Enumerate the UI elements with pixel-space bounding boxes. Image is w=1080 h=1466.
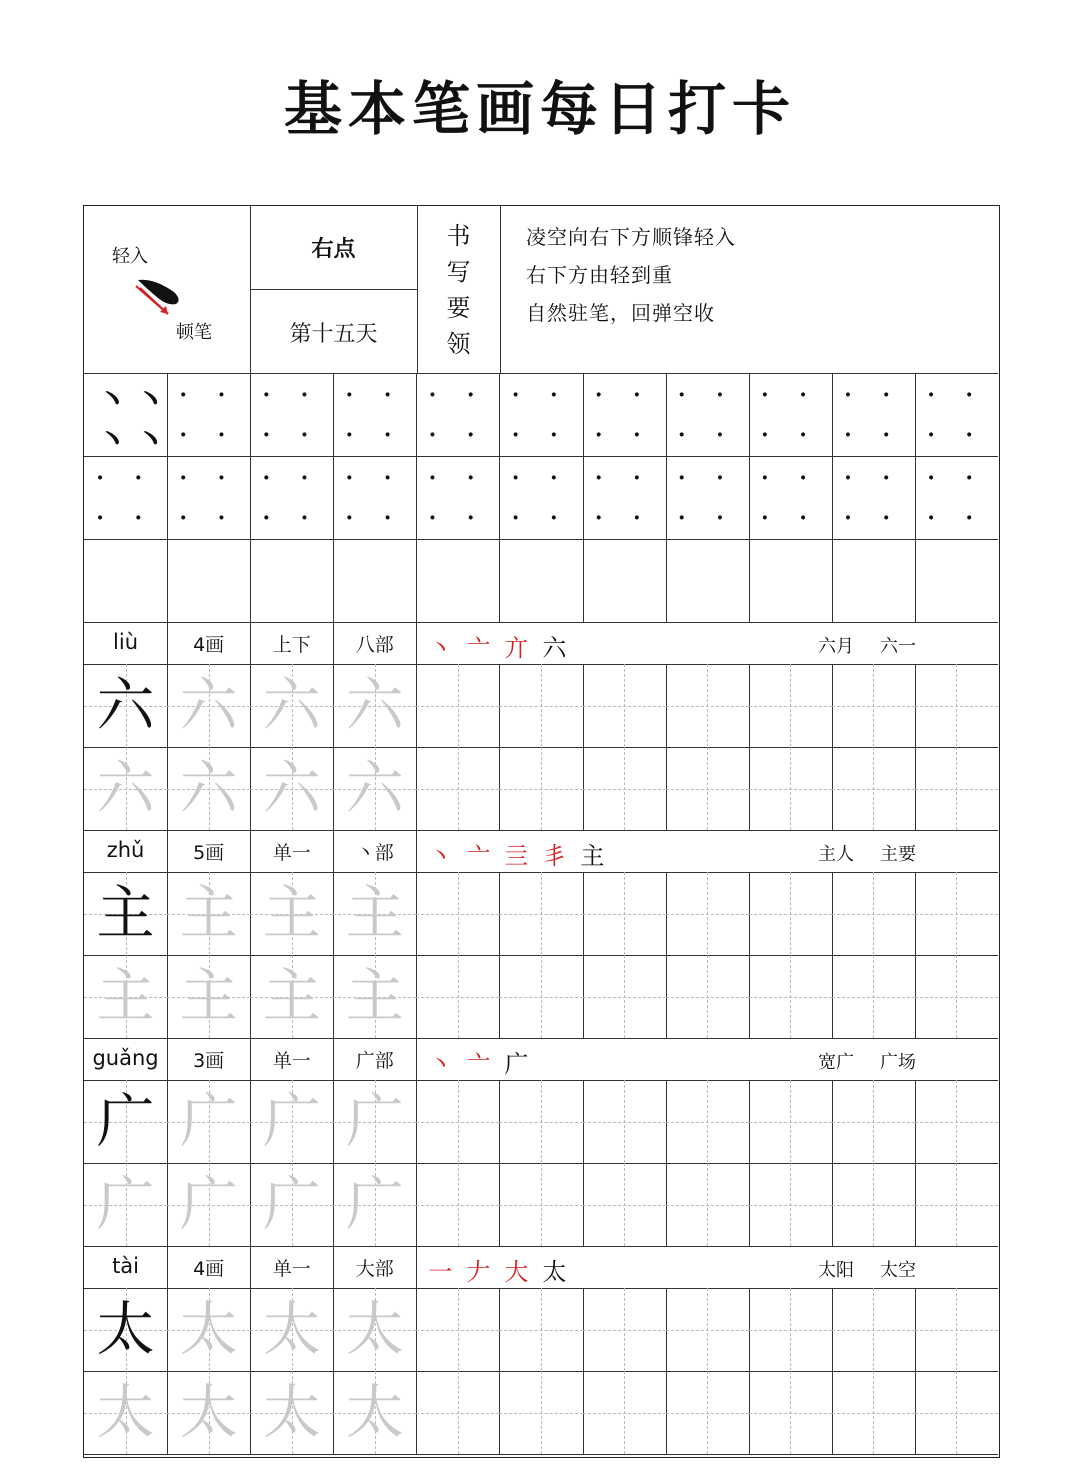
dot-stroke: · [882, 421, 890, 448]
dot-stroke: · [927, 381, 935, 408]
structure: 单一 [272, 842, 311, 864]
trace-character: 主 [179, 879, 238, 947]
tian-grid-cell[interactable] [167, 1080, 250, 1163]
trace-character: 主 [262, 962, 321, 1030]
tian-grid-cell[interactable] [250, 664, 333, 747]
dot-stroke: · [511, 421, 520, 448]
dot-stroke: 丶 [134, 380, 167, 419]
dot-stroke: · [882, 504, 890, 531]
dot-stroke: · [844, 421, 852, 448]
tian-grid-cell[interactable] [832, 1371, 915, 1454]
example-word: 宽广 [818, 1052, 854, 1073]
dot-stroke: · [882, 464, 890, 491]
dot-stroke: · [716, 421, 724, 448]
tian-grid-cell[interactable] [416, 1163, 499, 1246]
tian-grid-cell[interactable] [666, 664, 749, 747]
stroke-step: 𠂇 [466, 1258, 497, 1286]
tian-grid-cell[interactable] [499, 872, 582, 955]
right-dot-stroke-icon [134, 270, 194, 320]
tian-grid-cell[interactable] [915, 1371, 998, 1454]
stroke-order-sequence [428, 628, 580, 663]
tip-line: 凌空向右下方顺锋轻入 [526, 225, 736, 249]
structure: 上下 [272, 634, 311, 656]
tian-grid-cell[interactable] [583, 1080, 666, 1163]
tian-grid-cell[interactable] [499, 747, 582, 830]
stroke-step: 太 [542, 1258, 573, 1286]
tian-grid-cell[interactable] [499, 1371, 582, 1454]
dot-stroke: · [844, 464, 852, 491]
dot-stroke: · [549, 381, 558, 408]
trace-character: 主 [262, 879, 321, 947]
dot-stroke: · [882, 381, 890, 408]
dot-stroke: · [965, 381, 974, 408]
dot-stroke: · [761, 504, 769, 531]
dot-stroke: · [179, 504, 188, 531]
tian-grid-cell[interactable] [250, 747, 333, 830]
tian-grid-cell[interactable] [749, 1163, 832, 1246]
dot-stroke: · [179, 381, 188, 408]
tian-grid-cell[interactable] [333, 1163, 416, 1246]
tian-grid-cell[interactable] [832, 1163, 915, 1246]
tian-grid-cell[interactable] [84, 1080, 167, 1163]
trace-character: 太 [262, 1378, 321, 1446]
practice-sheet [83, 205, 1000, 1458]
trace-character: 六 [262, 671, 321, 739]
dot-stroke: · [345, 381, 354, 408]
dot-stroke: · [549, 504, 558, 531]
dot-stroke: · [383, 421, 392, 448]
dot-stroke: · [716, 381, 724, 408]
tian-grid-cell[interactable] [915, 872, 998, 955]
tian-grid-cell[interactable] [832, 664, 915, 747]
dot-stroke: · [511, 464, 520, 491]
dot-stroke: · [134, 464, 143, 491]
tian-grid-cell[interactable] [167, 872, 250, 955]
dot-stroke: · [262, 464, 271, 491]
dot-stroke: · [428, 504, 437, 531]
trace-character: 太 [96, 1378, 155, 1446]
tian-grid-cell[interactable] [583, 747, 666, 830]
stroke-demo-start-label: 轻入 [112, 246, 148, 267]
tian-grid-cell[interactable] [749, 872, 832, 955]
example-word: 主人 [818, 844, 854, 865]
tian-grid-cell[interactable] [832, 747, 915, 830]
dot-stroke: · [217, 464, 226, 491]
tian-grid-cell[interactable] [167, 747, 250, 830]
tian-grid-cell[interactable] [915, 955, 998, 1038]
tian-grid-cell[interactable] [666, 1288, 749, 1371]
example-word: 六月 [818, 636, 854, 657]
stroke-step: 亠 [466, 634, 497, 662]
example-word: 太空 [880, 1260, 916, 1281]
model-character: 广 [96, 1087, 155, 1155]
trace-character: 六 [179, 671, 238, 739]
dot-stroke: · [927, 421, 935, 448]
stroke-demo-end-label: 顿笔 [176, 322, 212, 343]
trace-character: 六 [262, 754, 321, 822]
tips-label: 书 写 要 领 [446, 222, 471, 358]
tian-grid-cell[interactable] [416, 872, 499, 955]
dot-stroke: · [594, 381, 603, 408]
dot-stroke: · [549, 421, 558, 448]
dot-stroke: · [262, 504, 271, 531]
stroke-step: 丶 [428, 634, 459, 662]
tian-grid-cell[interactable] [499, 1163, 582, 1246]
tian-grid-cell[interactable] [583, 955, 666, 1038]
tian-grid-cell[interactable] [666, 1371, 749, 1454]
trace-character: 广 [262, 1170, 321, 1238]
tian-grid-cell[interactable] [250, 1163, 333, 1246]
tian-grid-cell[interactable] [84, 872, 167, 955]
example-word: 主要 [880, 844, 916, 865]
dot-stroke: · [844, 381, 852, 408]
dot-stroke: · [179, 464, 188, 491]
tian-grid-cell[interactable] [333, 1288, 416, 1371]
trace-character: 广 [345, 1087, 404, 1155]
stroke-step: 主 [580, 842, 611, 870]
trace-character: 广 [179, 1087, 238, 1155]
stroke-step: 亠 [466, 1050, 497, 1078]
dot-stroke: · [927, 464, 935, 491]
stroke-step: 广 [504, 1050, 535, 1078]
tian-grid-cell[interactable] [583, 664, 666, 747]
pinyin: tài [112, 1254, 139, 1278]
tian-grid-cell[interactable] [583, 1288, 666, 1371]
tian-grid-cell[interactable] [832, 955, 915, 1038]
trace-character: 太 [179, 1378, 238, 1446]
dot-stroke: · [927, 504, 935, 531]
trace-character: 广 [262, 1087, 321, 1155]
pinyin: liù [113, 630, 139, 654]
dot-stroke: · [633, 421, 641, 448]
tip-line: 自然驻笔，回弹空收 [526, 301, 715, 325]
dot-stroke: · [761, 464, 769, 491]
dot-stroke: · [466, 504, 475, 531]
stroke-step: 亖 [504, 842, 535, 870]
model-character: 太 [96, 1295, 155, 1363]
stroke-step: 一 [428, 1258, 459, 1286]
tian-grid-cell[interactable] [583, 872, 666, 955]
tian-grid-cell[interactable] [250, 955, 333, 1038]
tian-grid-cell[interactable] [250, 1080, 333, 1163]
trace-character: 六 [345, 671, 404, 739]
tian-grid-cell[interactable] [84, 664, 167, 747]
dot-stroke: · [716, 464, 724, 491]
dot-stroke: · [300, 504, 309, 531]
tian-grid-cell[interactable] [250, 1371, 333, 1454]
tian-grid-cell[interactable] [832, 1288, 915, 1371]
tian-grid-cell[interactable] [583, 1163, 666, 1246]
dot-stroke: · [262, 381, 271, 408]
tian-grid-cell[interactable] [915, 1080, 998, 1163]
dot-stroke: · [594, 504, 603, 531]
dot-stroke: · [300, 381, 309, 408]
stroke-demo [84, 206, 250, 373]
tian-grid-cell[interactable] [84, 747, 167, 830]
tian-grid-cell[interactable] [84, 955, 167, 1038]
trace-character: 太 [345, 1295, 404, 1363]
dot-stroke: · [217, 504, 226, 531]
trace-character: 广 [345, 1170, 404, 1238]
stroke-step: 丶 [428, 1050, 459, 1078]
tian-grid-cell[interactable] [416, 955, 499, 1038]
dot-stroke: · [799, 504, 807, 531]
trace-character: 六 [345, 754, 404, 822]
stroke-step: 丶 [428, 842, 459, 870]
trace-character: 主 [96, 962, 155, 1030]
dot-stroke: · [761, 421, 769, 448]
tian-grid-cell[interactable] [416, 1288, 499, 1371]
radical: 广部 [355, 1050, 394, 1072]
tian-grid-cell[interactable] [84, 1288, 167, 1371]
dot-stroke: · [428, 381, 437, 408]
tian-grid-cell[interactable] [915, 664, 998, 747]
tian-grid-cell[interactable] [167, 1163, 250, 1246]
tian-grid-cell[interactable] [333, 872, 416, 955]
tian-grid-cell[interactable] [416, 1080, 499, 1163]
stroke-count: 4画 [193, 1258, 225, 1280]
dot-stroke: · [761, 381, 769, 408]
trace-character: 六 [96, 754, 155, 822]
tian-grid-cell[interactable] [749, 1288, 832, 1371]
tian-grid-cell[interactable] [666, 1163, 749, 1246]
tian-grid-cell[interactable] [749, 747, 832, 830]
tian-grid-cell[interactable] [749, 1080, 832, 1163]
dot-stroke: · [549, 464, 558, 491]
tian-grid-cell[interactable] [250, 1288, 333, 1371]
dot-stroke: · [217, 421, 226, 448]
tian-grid-cell[interactable] [84, 1371, 167, 1454]
dot-stroke: · [466, 464, 475, 491]
tip-line: 右下方由轻到重 [526, 263, 673, 287]
dot-stroke: · [677, 381, 686, 408]
tian-grid-cell[interactable] [499, 955, 582, 1038]
tian-grid-cell[interactable] [333, 955, 416, 1038]
dot-stroke: · [633, 504, 641, 531]
tian-grid-cell[interactable] [499, 664, 582, 747]
trace-character: 太 [262, 1295, 321, 1363]
tian-grid-cell[interactable] [666, 747, 749, 830]
radical: 丶部 [355, 842, 394, 864]
dot-stroke: · [217, 381, 226, 408]
dot-stroke: · [799, 421, 807, 448]
tian-grid-cell[interactable] [583, 1371, 666, 1454]
tian-grid-cell[interactable] [416, 664, 499, 747]
tian-grid-cell[interactable] [333, 664, 416, 747]
example-word: 太阳 [818, 1260, 854, 1281]
stroke-order-sequence [428, 836, 618, 871]
dot-stroke: · [965, 504, 974, 531]
tian-grid-cell[interactable] [416, 747, 499, 830]
tian-grid-cell[interactable] [333, 1371, 416, 1454]
dot-stroke: · [383, 464, 392, 491]
dot-stroke: · [300, 464, 309, 491]
tian-grid-cell[interactable] [333, 747, 416, 830]
stroke-step: 大 [504, 1258, 535, 1286]
model-character: 六 [96, 671, 155, 739]
tian-grid-cell[interactable] [666, 872, 749, 955]
dot-stroke: · [383, 381, 392, 408]
tian-grid-cell[interactable] [167, 955, 250, 1038]
dot-stroke: · [965, 421, 974, 448]
trace-character: 六 [179, 754, 238, 822]
dot-stroke: 丶 [134, 420, 167, 459]
stroke-count: 3画 [193, 1050, 225, 1072]
dot-stroke: · [345, 504, 354, 531]
trace-character: 广 [96, 1170, 155, 1238]
writing-tips [526, 218, 736, 332]
trace-character: 太 [179, 1295, 238, 1363]
model-character: 主 [96, 879, 155, 947]
trace-character: 主 [179, 962, 238, 1030]
tian-grid-cell[interactable] [666, 955, 749, 1038]
trace-character: 广 [179, 1170, 238, 1238]
stroke-step: 亣 [504, 634, 535, 662]
dot-stroke: · [716, 504, 724, 531]
tian-grid-cell[interactable] [416, 1371, 499, 1454]
dot-stroke: · [300, 421, 309, 448]
dot-stroke: · [179, 421, 188, 448]
dot-stroke: · [466, 381, 475, 408]
tian-grid-cell[interactable] [167, 1288, 250, 1371]
tian-grid-cell[interactable] [84, 1163, 167, 1246]
example-word: 广场 [880, 1052, 916, 1073]
example-word: 六一 [880, 636, 916, 657]
radical: 大部 [355, 1258, 394, 1280]
tian-grid-cell[interactable] [749, 664, 832, 747]
pinyin: zhǔ [106, 838, 145, 862]
dot-stroke: 丶 [96, 380, 129, 419]
tian-grid-cell[interactable] [749, 1371, 832, 1454]
dot-stroke: · [345, 421, 354, 448]
tian-grid-cell[interactable] [832, 1080, 915, 1163]
dot-stroke: · [594, 421, 603, 448]
dot-stroke: · [677, 421, 686, 448]
dot-stroke: · [96, 464, 104, 491]
day-label: 第十五天 [289, 322, 378, 347]
dot-stroke: · [96, 504, 104, 531]
dot-stroke: · [511, 504, 520, 531]
tian-grid-cell[interactable] [250, 872, 333, 955]
tian-grid-cell[interactable] [832, 872, 915, 955]
dot-stroke: · [965, 464, 974, 491]
stroke-order-sequence [428, 1044, 542, 1079]
structure: 单一 [272, 1050, 311, 1072]
stroke-count: 5画 [193, 842, 225, 864]
stroke-step: 亠 [466, 842, 497, 870]
trace-character: 主 [345, 879, 404, 947]
stroke-step: 六 [542, 634, 573, 662]
tian-grid-cell[interactable] [333, 1080, 416, 1163]
tian-grid-cell[interactable] [167, 1371, 250, 1454]
page-title: 基本笔画每日打卡 [283, 75, 796, 143]
stroke-name: 右点 [311, 236, 356, 262]
dot-stroke: · [134, 504, 143, 531]
radical: 八部 [355, 634, 394, 656]
trace-character: 太 [345, 1378, 404, 1446]
tian-grid-cell[interactable] [666, 1080, 749, 1163]
tian-grid-cell[interactable] [167, 664, 250, 747]
dot-stroke: · [799, 381, 807, 408]
dot-stroke: · [428, 421, 437, 448]
dot-stroke: · [511, 381, 520, 408]
dot-stroke: · [383, 504, 392, 531]
dot-stroke: · [262, 421, 271, 448]
dot-stroke: · [594, 464, 603, 491]
dot-stroke: · [677, 464, 686, 491]
pinyin: guǎng [92, 1046, 159, 1070]
tian-grid-cell[interactable] [499, 1080, 582, 1163]
stroke-count: 4画 [193, 634, 225, 656]
dot-stroke: · [677, 504, 686, 531]
trace-character: 主 [345, 962, 404, 1030]
stroke-step: 丯 [542, 842, 573, 870]
stroke-order-sequence [428, 1252, 580, 1287]
dot-stroke: · [844, 504, 852, 531]
tian-grid-cell[interactable] [499, 1288, 582, 1371]
dot-stroke: · [633, 464, 641, 491]
dot-stroke: · [345, 464, 354, 491]
dot-stroke: · [466, 421, 475, 448]
dot-stroke: · [428, 464, 437, 491]
dot-stroke: · [799, 464, 807, 491]
dot-stroke: 丶 [96, 420, 129, 459]
dot-stroke: · [633, 381, 641, 408]
tian-grid-cell[interactable] [915, 1288, 998, 1371]
tian-grid-cell[interactable] [915, 1163, 998, 1246]
tian-grid-cell[interactable] [749, 955, 832, 1038]
tian-grid-cell[interactable] [915, 747, 998, 830]
structure: 单一 [272, 1258, 311, 1280]
